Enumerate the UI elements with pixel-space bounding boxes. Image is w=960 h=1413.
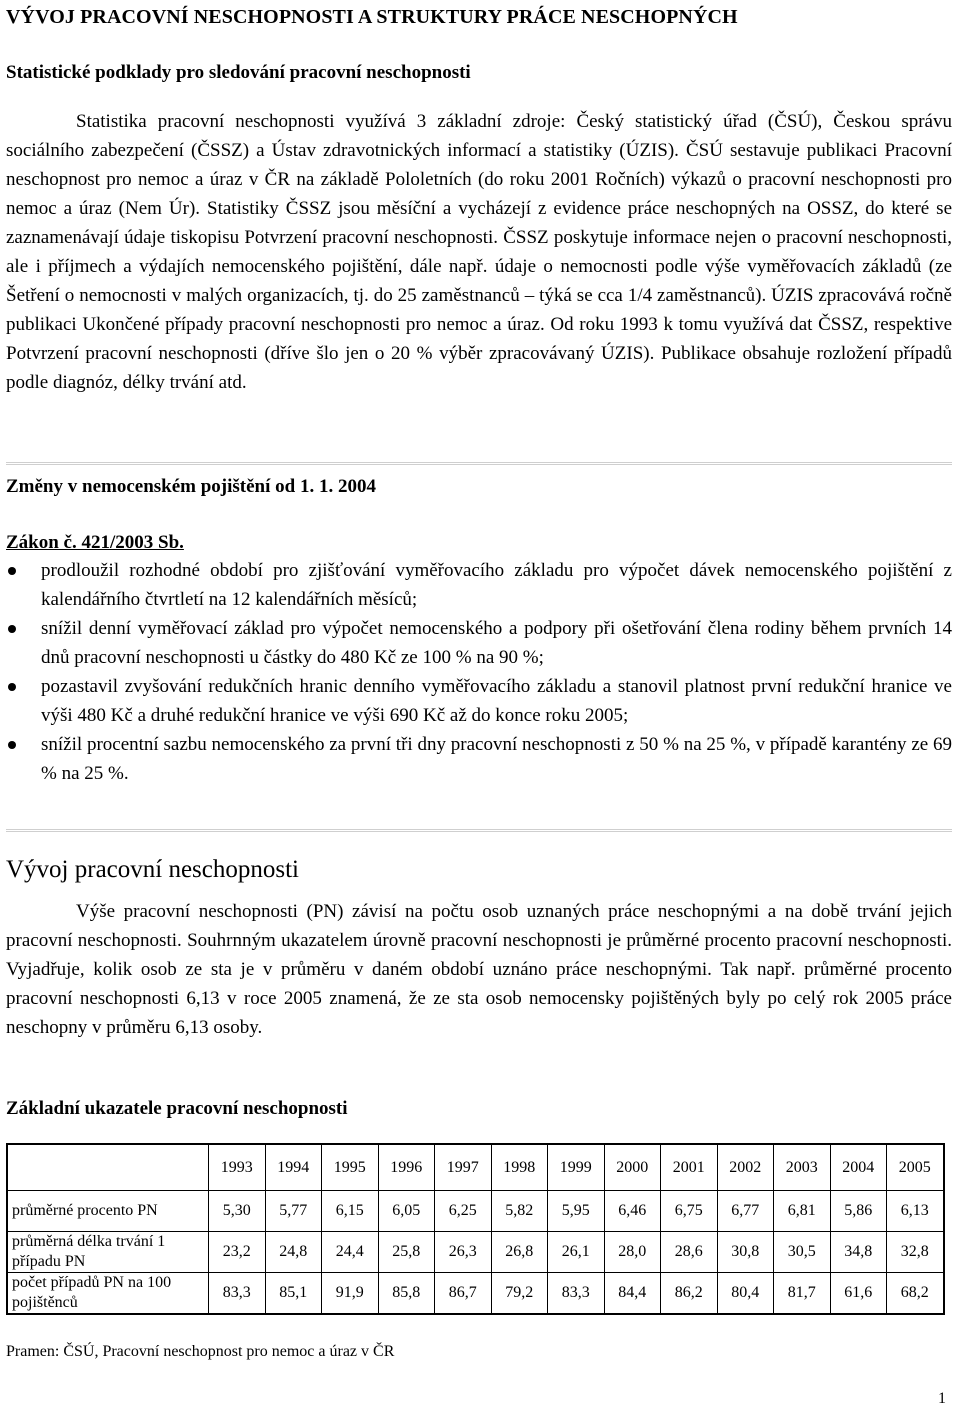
table-cell-value: 85,1	[265, 1273, 322, 1315]
vyvoj-paragraph: Výše pracovní neschopnosti (PN) závisí na počtu osob uznaných práce neschopnými a na době trvání jejich pracovní neschopnosti. Souhrnným ukazatelem úrovně pracovní neschopnosti je průměrné procento pracovní neschopnosti. Vyjadřuje, kolik osob ze sta je v průměru v daném období uznáno práce neschopnými. Tak např. průměrné procento pracovní neschopnosti 6,13 v roce 2005 znamená, že ze sta osob nemocensky pojištěných byly po celý rok 2005 práce neschopny v průměru 6,13 osoby.	[6, 901, 952, 1038]
table-cell-value: 6,15	[322, 1191, 379, 1232]
list-item-text: prodloužil rozhodné období pro zjišťování vyměřovacího základu pro výpočet dávek nemocenského pojištění z kalendářního čtvrtletí na 12 kalendářních měsíců;	[41, 560, 952, 610]
table-cell-value: 85,8	[378, 1273, 435, 1315]
law-changes-list	[6, 556, 952, 788]
column-header-year: 2004	[830, 1144, 887, 1191]
list-item-text: snížil procentní sazbu nemocenského za první tři dny pracovní neschopnosti z 50 % na 25 %, v případě karantény ze 69 % na 25 %.	[41, 734, 952, 784]
list-item	[6, 556, 952, 614]
source-note: Pramen: ČSÚ, Pracovní neschopnost pro nemoc a úraz v ČR	[6, 1343, 395, 1360]
column-header-year: 1996	[378, 1144, 435, 1191]
divider	[6, 829, 952, 832]
column-header-year: 1997	[435, 1144, 492, 1191]
list-item	[6, 614, 952, 672]
column-header-year: 1995	[322, 1144, 379, 1191]
list-item-text: snížil denní vyměřovací základ pro výpočet nemocenského a podpory při ošetřování člena rodiny během prvních 14 dnů pracovní neschopnosti u částky do 480 Kč ze 100 % na 90 %;	[41, 618, 952, 668]
table-cell-value: 23,2	[209, 1232, 266, 1273]
table-cell-value: 34,8	[830, 1232, 887, 1273]
table-cell-value: 5,77	[265, 1191, 322, 1232]
column-header-year: 2001	[661, 1144, 718, 1191]
column-header-year: 2000	[604, 1144, 661, 1191]
bullet-icon	[8, 625, 16, 633]
table-cell-value: 84,4	[604, 1273, 661, 1315]
table-cell-value: 79,2	[491, 1273, 548, 1315]
table-cell-value: 26,3	[435, 1232, 492, 1273]
table-row	[7, 1273, 944, 1315]
column-header-year: 1994	[265, 1144, 322, 1191]
list-item	[6, 730, 952, 788]
bullet-icon	[8, 741, 16, 749]
table-cell-value: 6,46	[604, 1191, 661, 1232]
table-cell-value: 86,2	[661, 1273, 718, 1315]
bullet-icon	[8, 567, 16, 575]
indicators-table	[6, 1143, 945, 1315]
column-header-year: 2005	[887, 1144, 944, 1191]
column-header-year: 2002	[717, 1144, 774, 1191]
row-label: průměrná délka trvání 1 případu PN	[7, 1232, 209, 1273]
table-cell-value: 68,2	[887, 1273, 944, 1315]
table-cell-value: 32,8	[887, 1232, 944, 1273]
table-cell-value: 28,0	[604, 1232, 661, 1273]
table-cell-value: 61,6	[830, 1273, 887, 1315]
section-heading-statistics: Statistické podklady pro sledování pracovní neschopnosti	[6, 62, 471, 83]
list-item-text: pozastavil zvyšování redukčních hranic denního vyměřovacího základu a stanovil platnost první redukční hranice ve výši 480 Kč a druhé redukční hranice ve výši 690 Kč až do konce roku 2005;	[41, 676, 952, 726]
table-cell-value: 81,7	[774, 1273, 831, 1315]
table-cell-value: 26,8	[491, 1232, 548, 1273]
table-cell-value: 26,1	[548, 1232, 605, 1273]
table-cell-value: 6,75	[661, 1191, 718, 1232]
intro-paragraph: Statistika pracovní neschopnosti využívá 3 základní zdroje: Český statistický úřad (ČSÚ), Českou správu sociálního zabezpečení (ČSSZ) a Ústav zdravotnických informací a statistiky (ÚZIS). ČSÚ sestavuje publikaci Pracovní neschopnost pro nemoc a úraz v ČR na základě Pololetních (do roku 2001 Ročních) výkazů o pracovní neschopnosti pro nemoc a úraz (Nem Úr). Statistiky ČSSZ jsou měsíční a vycházejí z evidence práce neschopných na OSSZ, do které se zaznamenávají údaje tiskopisu Potvrzení pracovní neschopnosti. ČSSZ poskytuje informace nejen o pracovní neschopnosti, ale i příjmech a výdajích nemocenského pojištění, dále např. údaje o nemocnosti podle výše vyměřovacích základů (ze Šetření o nemocnosti v malých organizacích, tj. do 25 zaměstnanců – týká se cca 1/4 zaměstnanců). ÚZIS zpracovává ročně publikaci Ukončené případy pracovní neschopnosti pro nemoc a úraz. Od roku 1993 k tomu využívá dat ČSSZ, respektive Potvrzení pracovní neschopnosti (dříve šlo jen o 20 % výběr zpracovávaný ÚZIS). Publikace obsahuje rozložení případů podle diagnóz, délky trvání atd.	[6, 111, 952, 393]
table-cell-value: 6,05	[378, 1191, 435, 1232]
table-cell-value: 5,30	[209, 1191, 266, 1232]
list-item	[6, 672, 952, 730]
table-cell-value: 6,81	[774, 1191, 831, 1232]
table-corner-cell	[7, 1144, 209, 1191]
table-cell-value: 6,25	[435, 1191, 492, 1232]
table-cell-value: 91,9	[322, 1273, 379, 1315]
changes-heading: Změny v nemocenském pojištění od 1. 1. 2004	[6, 476, 376, 497]
divider	[6, 462, 952, 465]
table-row	[7, 1191, 944, 1232]
column-header-year: 1993	[209, 1144, 266, 1191]
table-cell-value: 6,77	[717, 1191, 774, 1232]
table-cell-value: 28,6	[661, 1232, 718, 1273]
row-label: počet případů PN na 100 pojištěnců	[7, 1273, 209, 1315]
table-cell-value: 5,86	[830, 1191, 887, 1232]
page-number: 1	[938, 1390, 946, 1407]
table-cell-value: 83,3	[209, 1273, 266, 1315]
table-heading: Základní ukazatele pracovní neschopnosti	[6, 1098, 348, 1119]
column-header-year: 1999	[548, 1144, 605, 1191]
row-label: průměrné procento PN	[7, 1191, 209, 1232]
document-title: VÝVOJ PRACOVNÍ NESCHOPNOSTI A STRUKTURY PRÁCE NESCHOPNÝCH	[6, 6, 738, 28]
table-row	[7, 1232, 944, 1273]
table-cell-value: 30,5	[774, 1232, 831, 1273]
column-header-year: 1998	[491, 1144, 548, 1191]
table-cell-value: 86,7	[435, 1273, 492, 1315]
table-cell-value: 83,3	[548, 1273, 605, 1315]
table-cell-value: 24,8	[265, 1232, 322, 1273]
column-header-year: 2003	[774, 1144, 831, 1191]
table-cell-value: 30,8	[717, 1232, 774, 1273]
table-cell-value: 6,13	[887, 1191, 944, 1232]
table-cell-value: 25,8	[378, 1232, 435, 1273]
bullet-icon	[8, 683, 16, 691]
law-heading: Zákon č. 421/2003 Sb.	[6, 532, 184, 553]
table-cell-value: 80,4	[717, 1273, 774, 1315]
table-cell-value: 5,82	[491, 1191, 548, 1232]
table-header-row	[7, 1144, 944, 1191]
table-cell-value: 24,4	[322, 1232, 379, 1273]
table-cell-value: 5,95	[548, 1191, 605, 1232]
section-heading-vyvoj: Vývoj pracovní neschopnosti	[6, 856, 300, 883]
